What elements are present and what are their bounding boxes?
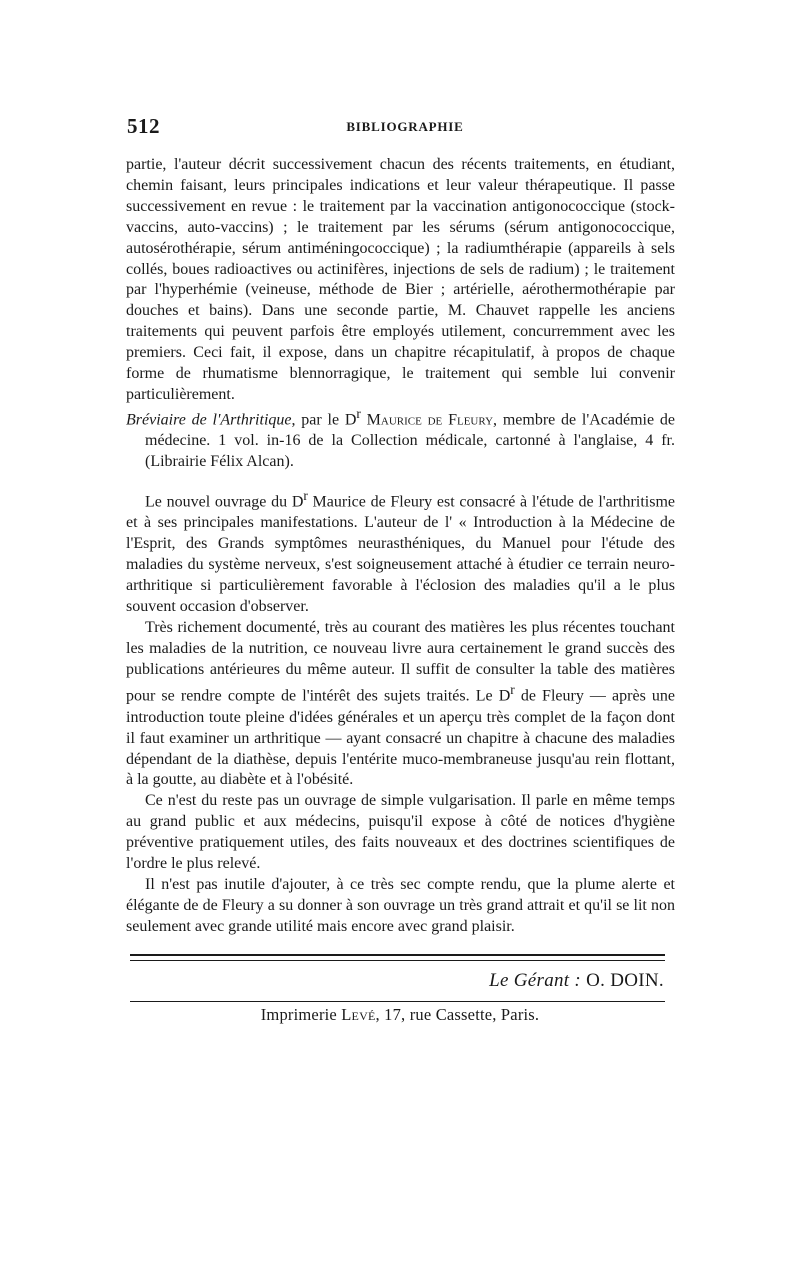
running-head: BIBLIOGRAPHIE	[346, 119, 464, 134]
review-text: Très richement documenté, très au courant des matières les plus récentes touchant les maladies de la nutrition, ce nouveau livre aura certainement le grand succès des publications antérieures du même auteur. Il suffit de consulter la table des matières pour se rendre compte de l'intérêt des sujets traités. Le D	[126, 618, 675, 705]
author-name: Maurice de Fleury	[366, 411, 494, 429]
double-rule-divider	[130, 954, 665, 961]
imprint-prefix: Imprimerie	[260, 1005, 337, 1024]
review-paragraph: Ce n'est du reste pas un ouvrage de simple vulgarisation. Il parle en même temps au grand public et aux médecins, puisqu'il expose à côté de notices d'hygiène préventive pratiquement utiles, des faits nouveaux et des doctrines scientifiques de l'ordre le plus relevé.	[126, 792, 675, 873]
review-sup: r	[510, 682, 515, 698]
citation-by: , par le D	[291, 411, 357, 429]
printer-name: Levé	[341, 1005, 376, 1024]
review-citation	[126, 404, 675, 473]
review-paragraph	[126, 486, 675, 618]
imprint-address: , 17, rue Cassette, Paris.	[375, 1005, 540, 1024]
review-body	[126, 486, 675, 938]
gerant-line	[489, 970, 664, 992]
single-rule-divider	[130, 1001, 665, 1002]
page-number: 512	[127, 114, 160, 138]
review-paragraph: Il n'est pas inutile d'ajouter, à ce très sec compte rendu, que la plume alerte et élégante de de Fleury a su donner à son ouvrage un très grand attrait et qu'il se lit non seulement avec grande utilité mais encore avec grand plaisir.	[126, 875, 675, 935]
review-text: Le nouvel ouvrage du D	[145, 493, 304, 511]
continued-paragraph-block	[126, 155, 675, 406]
book-title: Bréviaire de l'Arthritique	[126, 411, 292, 429]
printer-imprint	[0, 1005, 800, 1025]
gerant-label: Le Gérant :	[489, 970, 582, 991]
gerant-name: O. DOIN.	[586, 970, 664, 991]
review-paragraph	[126, 618, 675, 792]
paragraph: partie, l'auteur décrit successivement chacun des récents traitements, en étudiant, chemin faisant, leurs principales indications et leur valeur thérapeutique. Il passe successivement en revue : le traitement par la vaccination antigonococcique (stock-vaccins, auto-vaccins) ; le traitement par les sérums (sérum antigonococcique, autosérothérapie, sérum antiméningococcique) ; la radiumthérapie (appareils à sels collés, boues radioactives ou actinifères, injections de sels de radium) ; le traitement par l'hyperhémie (veineuse, méthode de Bier ; artérielle, aérothermothérapie par douches et bains). Dans une seconde partie, M. Chauvet rappelle les anciens traitements qui peuvent parfois être employés utilement, concurremment avec les premiers. Ceci fait, il expose, dans un chapitre récapitulatif, à propos de chaque forme de rhumatisme blennorragique, le traitement qui semble lui convenir particulièrement.	[126, 156, 675, 403]
review-text: de Fleury — après une introduction toute pleine d'idées générales et un aperçu très complet de la façon dont il faut examiner un arthritique — ayant consacré un chapitre à chacune des maladies dépendant de la diathèse, depuis l'entérite muco-membraneuse jusqu'au rein flottant, à la goutte, au diabète et à l'obésité.	[126, 687, 676, 789]
review-sup: r	[303, 488, 308, 503]
citation-details: , membre de l'Académie de médecine. 1 vol. in-16 de la Collection médicale, cartonné à l'anglaise, 4 fr. (Librairie Félix Alcan).	[145, 411, 676, 471]
citation-sup: r	[356, 406, 361, 421]
review-text: Maurice de Fleury est consacré à l'étude de l'arthritisme et à ses principales manifestations. L'auteur de l' « Introduction à la Médecine de l'Esprit, des Grands symptômes neurasthéniques, du Manuel pour l'étude des maladies du système nerveux, s'est soigneusement attaché à étudier ce terrain neuro-arthritique si particulièrement favorable à l'éclosion des maladies qu'il a le plus souvent occasion d'observer.	[126, 493, 675, 615]
review-entry	[126, 404, 675, 473]
